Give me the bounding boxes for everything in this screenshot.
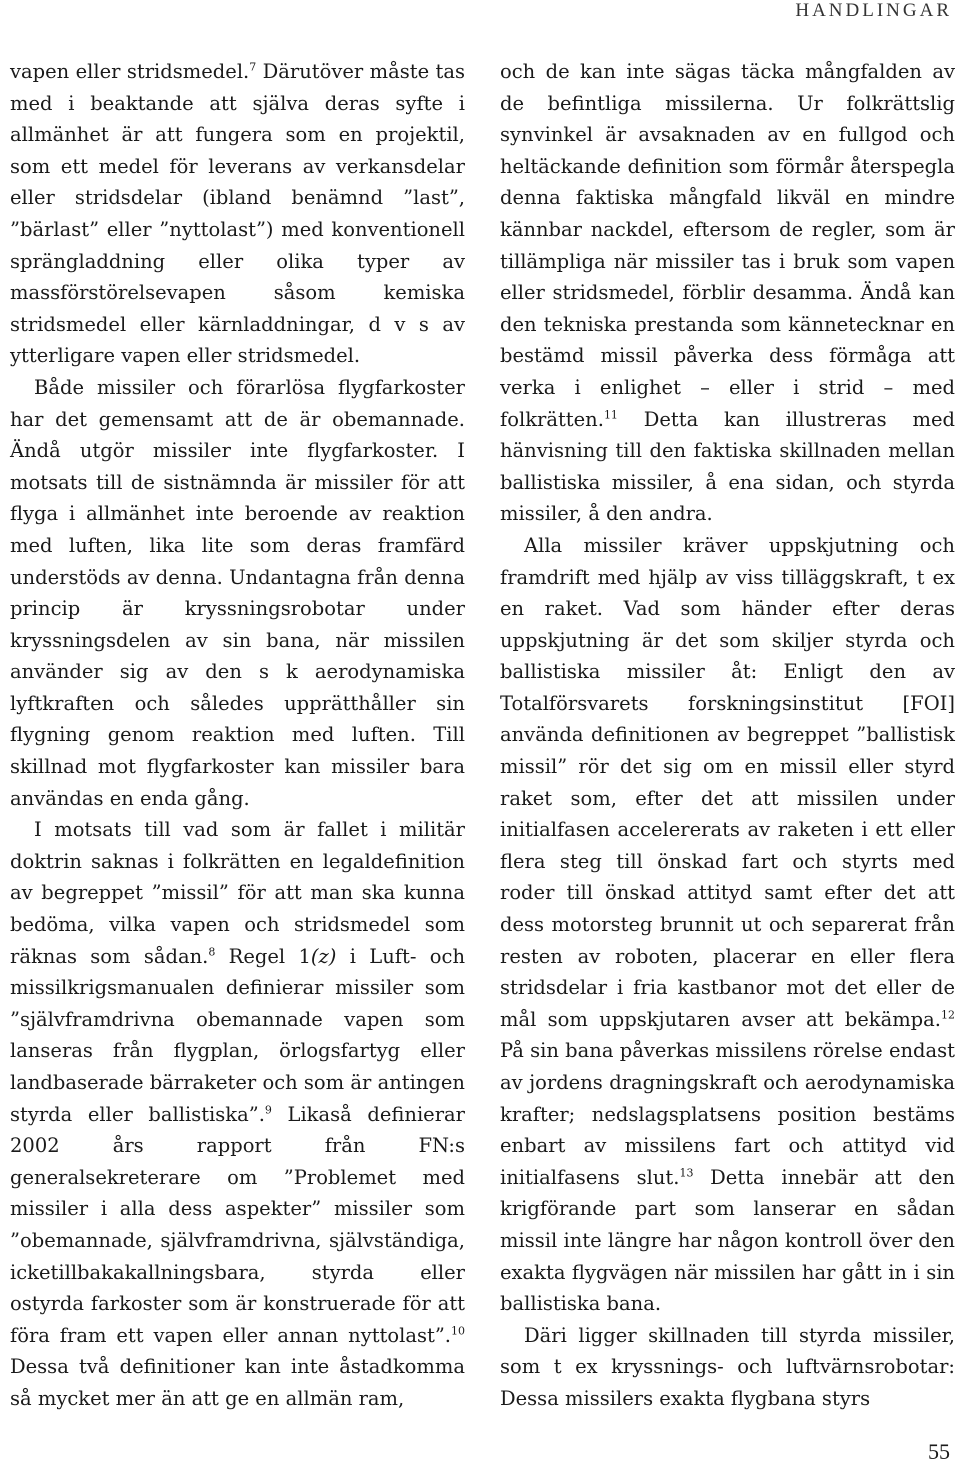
- footnote-ref[interactable]: 7: [249, 60, 257, 74]
- footnote-ref[interactable]: 10: [451, 1324, 465, 1338]
- paragraph: I motsats till vad som är fallet i militär doktrin saknas i folkrätten en legaldefinition av begreppet ”missil” för att man ska kunna bedöma, vilka vapen och stridsmedel som räknas som sådan.$^8$ Regel 1(z) i Luft- och missilkrigsmanualen definierar missiler som ”självframdrivna obemannade vapen som lanseras från flygplan, örlogsfartyg eller landbaserade bärraketer och som är antingen styrda eller ballistiska”.$^9$ Likaså definierar 2002 års rapport från FN:s generalsekreterare om ”Problemet med missiler i alla dess aspekter” missiler som ”obemannade, självframdrivna, självständiga, icketillbakakallningsbara, styrda eller ostyrda farkoster som är konstruerade för att föra fram ett vapen eller annan nyttolast”.$^{10}$ Dessa två definitioner kan inte åstadkomma så mycket mer än att ge en allmän ram,: [10, 818, 465, 1410]
- paragraph: vapen eller stridsmedel.$^7$ Därutöver måste tas med i beaktande att själva deras syfte i allmänhet är att fungera som en projektil, som ett medel för leverans av verkansdelar eller stridsdelar (ibland benämnd ”last”, ”bärlast” eller ”nyttolast”) med konventionell sprängladdning eller olika typer av massförstörelsevapen såsom kemiska stridsmedel eller kärnladdningar, d v s av ytterligare vapen eller stridsmedel.: [10, 60, 465, 368]
- paragraph: och de kan inte sägas täcka mångfalden av de befintliga missilerna. Ur folkrättslig synvinkel är avsaknaden av en fullgod och heltäckande definition som förmår återspegla denna faktiska mångfald likväl en mindre kännbar nackdel, eftersom de regler, som är tillämpliga när missiler tas i bruk som vapen eller stridsmedel, förblir desamma. Ändå kan den tekniska prestanda som kännetecknar en bestämd missil påverka dess förmåga att verka i enlighet – eller i strid – med folkrätten.$^{11}$ Detta kan illustreras med hänvisning till den faktiska skillnaden mellan ballistiska missiler, å ena sidan, och styrda missiler, å den andra.: [500, 60, 955, 526]
- paragraph: Alla missiler kräver uppskjutning och framdrift med hjälp av viss tilläggskraft, t ex en raket. Vad som händer efter deras uppskjutning är det som skiljer styrda och ballistiska missiler åt: Enligt den av Totalförsvarets forskningsinstitut [FOI] använda definitionen av begreppet ”ballistisk missil” rör det sig om en missil eller styrd raket som, efter det att missilen under initialfasen accelererats av raketen i ett eller flera steg till önskad fart och styrts med roder till önskad attityd samt efter det att dess motorsteg brunnit ut och separerat från resten av roboten, placerar en eller flera stridsdelar i fria kastbanor mot det eller de mål som uppskjutaren avser att bekämpa.$^{12}$ På sin bana påverkas missilens rörelse endast av jordens dragningskraft och aerodynamiska krafter; nedslagsplatsens position bestäms enbart av missilens fart och attityd vid initialfasens slut.$^{13}$ Detta innebär att den krigförande part som lanserar en sådan missil inte längre har någon kontroll över den exakta flygvägen när missilen har gått in i sin ballistiska bana.: [500, 533, 955, 1316]
- footnote-ref[interactable]: 11: [603, 408, 618, 422]
- left-column: [10, 56, 465, 1415]
- footnote-ref[interactable]: 9: [264, 1103, 272, 1117]
- footnote-ref[interactable]: 8: [208, 945, 216, 959]
- footnote-ref[interactable]: 12: [941, 1008, 955, 1022]
- paragraph: Däri ligger skillnaden till styrda missiler, som t ex kryssnings- och luftvärnsrobotar: Dessa missilers exakta flygbana styrs: [500, 1323, 955, 1410]
- page-number: 55: [928, 1439, 950, 1464]
- footnote-ref[interactable]: 13: [679, 1166, 694, 1180]
- running-header: HANDLINGAR: [795, 0, 952, 21]
- right-column: [500, 56, 955, 1415]
- paragraph: Både missiler och förarlösa flygfarkoster har det gemensamt att de är obemannade. Ändå utgör missiler inte flygfarkoster. I motsats till de sistnämnda är missiler för att flyga i allmänhet inte beroende av reaktion med luften, lika lite som deras framfärd understöds av denna. Undantagna från denna princip är kryssningsrobotar under kryssningsdelen av sin bana, när missilen använder sig av den s k aerodynamiska lyftkraften och således upprätthåller sin flygning genom reaktion med luften. Till skillnad mot flygfarkoster kan missiler bara användas en enda gång.: [10, 375, 465, 810]
